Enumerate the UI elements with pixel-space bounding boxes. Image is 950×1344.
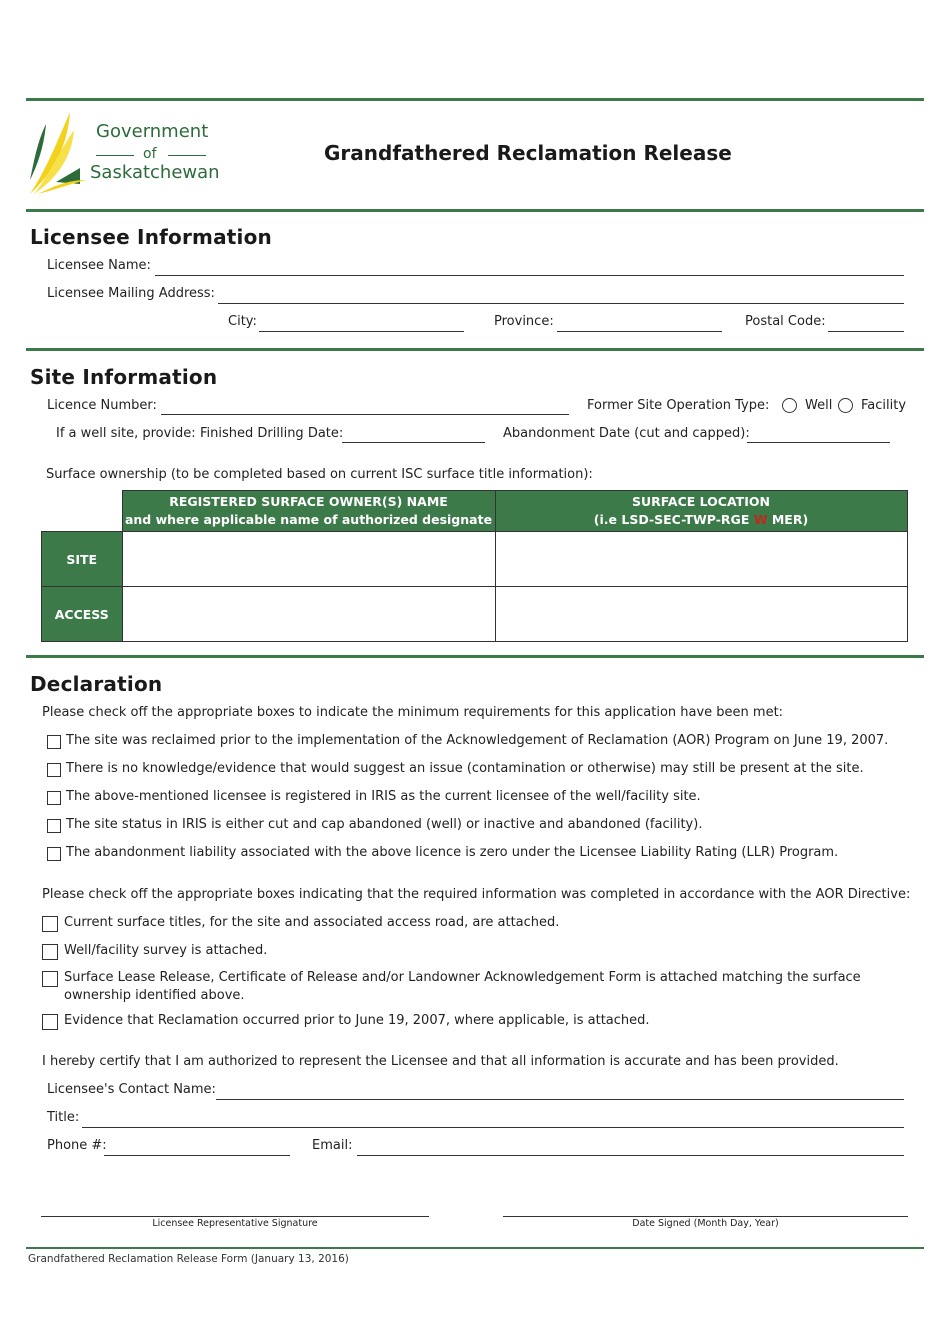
date-signed-label: Date Signed (Month Day, Year) [632, 1218, 779, 1229]
declaration-heading: Declaration [30, 672, 163, 696]
footer-rule [26, 1247, 924, 1249]
site-location-cell[interactable] [495, 532, 907, 587]
ownership-note: Surface ownership (to be completed based on current ISC surface title information): [46, 467, 593, 482]
access-row-header: ACCESS [42, 587, 123, 642]
req-checkbox-3[interactable] [47, 791, 61, 805]
drilling-date-field[interactable] [342, 442, 485, 443]
title-label: Title: [47, 1110, 80, 1125]
req-item-4: The site status in IRIS is either cut and cap abandoned (well) or inactive and abandoned (facility). [66, 817, 703, 832]
doc-checkbox-4[interactable] [42, 1014, 58, 1030]
date-signed-field[interactable] [503, 1216, 908, 1217]
drilling-date-label: Finished Drilling Date: [200, 426, 344, 441]
doc-item-3: Surface Lease Release, Certificate of Release and/or Landowner Acknowledgement Form is attached matching the surface ownership identified above. [64, 970, 861, 1003]
logo-line3: Saskatchewan [90, 162, 220, 183]
operation-type-label: Former Site Operation Type: [587, 398, 770, 413]
req-item-1: The site was reclaimed prior to the implementation of the Acknowledgement of Reclamation (AOR) Program on June 19, 2007. [66, 733, 889, 748]
facility-radio[interactable] [838, 398, 853, 413]
footer-text: Grandfathered Reclamation Release Form (January 13, 2016) [28, 1253, 349, 1265]
surface-ownership-table [41, 490, 908, 642]
wheat-icon [28, 110, 90, 196]
well-radio-label: Well [805, 398, 833, 413]
access-owner-cell[interactable] [122, 587, 495, 642]
licensee-name-label: Licensee Name: [47, 258, 151, 273]
doc-checkbox-1[interactable] [42, 916, 58, 932]
phone-field[interactable] [104, 1155, 290, 1156]
signature-field[interactable] [41, 1216, 429, 1217]
rule-declaration [26, 655, 924, 658]
province-label: Province: [494, 314, 554, 329]
signature-label: Licensee Representative Signature [152, 1218, 318, 1229]
req-checkbox-5[interactable] [47, 847, 61, 861]
facility-radio-label: Facility [861, 398, 907, 413]
location-column-header: SURFACE LOCATION (i.e LSD-SEC-TWP-RGE W MER) [495, 491, 907, 532]
site-row-header: SITE [42, 532, 123, 587]
declaration-intro-1: Please check off the appropriate boxes to indicate the minimum requirements for this application have been met: [42, 705, 784, 720]
access-location-cell[interactable] [495, 587, 907, 642]
req-item-3: The above-mentioned licensee is registered in IRIS as the current licensee of the well/facility site. [66, 789, 701, 804]
licence-number-field[interactable] [161, 414, 569, 415]
logo-line2: of [96, 146, 208, 162]
declaration-intro-2: Please check off the appropriate boxes indicating that the required information was completed in accordance with the AOR Directive: [42, 887, 911, 902]
province-field[interactable] [557, 331, 722, 332]
abandonment-date-field[interactable] [747, 442, 890, 443]
doc-item-2: Well/facility survey is attached. [64, 943, 268, 958]
licensee-name-field[interactable] [155, 275, 904, 276]
doc-item-4: Evidence that Reclamation occurred prior to June 19, 2007, where applicable, is attached. [64, 1013, 650, 1028]
form-title: Grandfathered Reclamation Release [324, 141, 732, 165]
city-label: City: [228, 314, 257, 329]
phone-label: Phone #: [47, 1138, 107, 1153]
contact-name-label: Licensee's Contact Name: [47, 1082, 216, 1097]
site-owner-cell[interactable] [122, 532, 495, 587]
city-field[interactable] [259, 331, 464, 332]
well-radio[interactable] [782, 398, 797, 413]
top-rule [26, 98, 924, 101]
title-field[interactable] [82, 1127, 904, 1128]
email-field[interactable] [357, 1155, 904, 1156]
table-corner [42, 491, 123, 532]
req-item-5: The abandonment liability associated with the above licence is zero under the Licensee Liability Rating (LLR) Program. [66, 845, 839, 860]
abandonment-date-label: Abandonment Date (cut and capped): [503, 426, 750, 441]
doc-checkbox-3[interactable] [42, 971, 58, 987]
licensee-heading: Licensee Information [30, 225, 272, 249]
logo-line1: Government [96, 121, 209, 142]
mailing-address-field[interactable] [218, 303, 904, 304]
licence-number-label: Licence Number: [47, 398, 157, 413]
req-item-2: There is no knowledge/evidence that would suggest an issue (contamination or otherwise) may still be present at the site. [66, 761, 864, 776]
rule-licensee [26, 209, 924, 212]
site-heading: Site Information [30, 365, 218, 389]
req-checkbox-4[interactable] [47, 819, 61, 833]
contact-name-field[interactable] [216, 1099, 904, 1100]
owner-column-header: REGISTERED SURFACE OWNER(S) NAME and where applicable name of authorized designate [122, 491, 495, 532]
req-checkbox-2[interactable] [47, 763, 61, 777]
email-label: Email: [312, 1138, 353, 1153]
doc-checkbox-2[interactable] [42, 944, 58, 960]
government-logo [28, 110, 218, 196]
doc-item-1: Current surface titles, for the site and associated access road, are attached. [64, 915, 560, 930]
req-checkbox-1[interactable] [47, 735, 61, 749]
postal-code-label: Postal Code: [745, 314, 826, 329]
mailing-address-label: Licensee Mailing Address: [47, 286, 215, 301]
well-site-prefix: If a well site, provide: [56, 426, 196, 441]
certify-statement: I hereby certify that I am authorized to represent the Licensee and that all information is accurate and has been provided. [42, 1054, 839, 1069]
rule-site [26, 348, 924, 351]
postal-code-field[interactable] [828, 331, 904, 332]
